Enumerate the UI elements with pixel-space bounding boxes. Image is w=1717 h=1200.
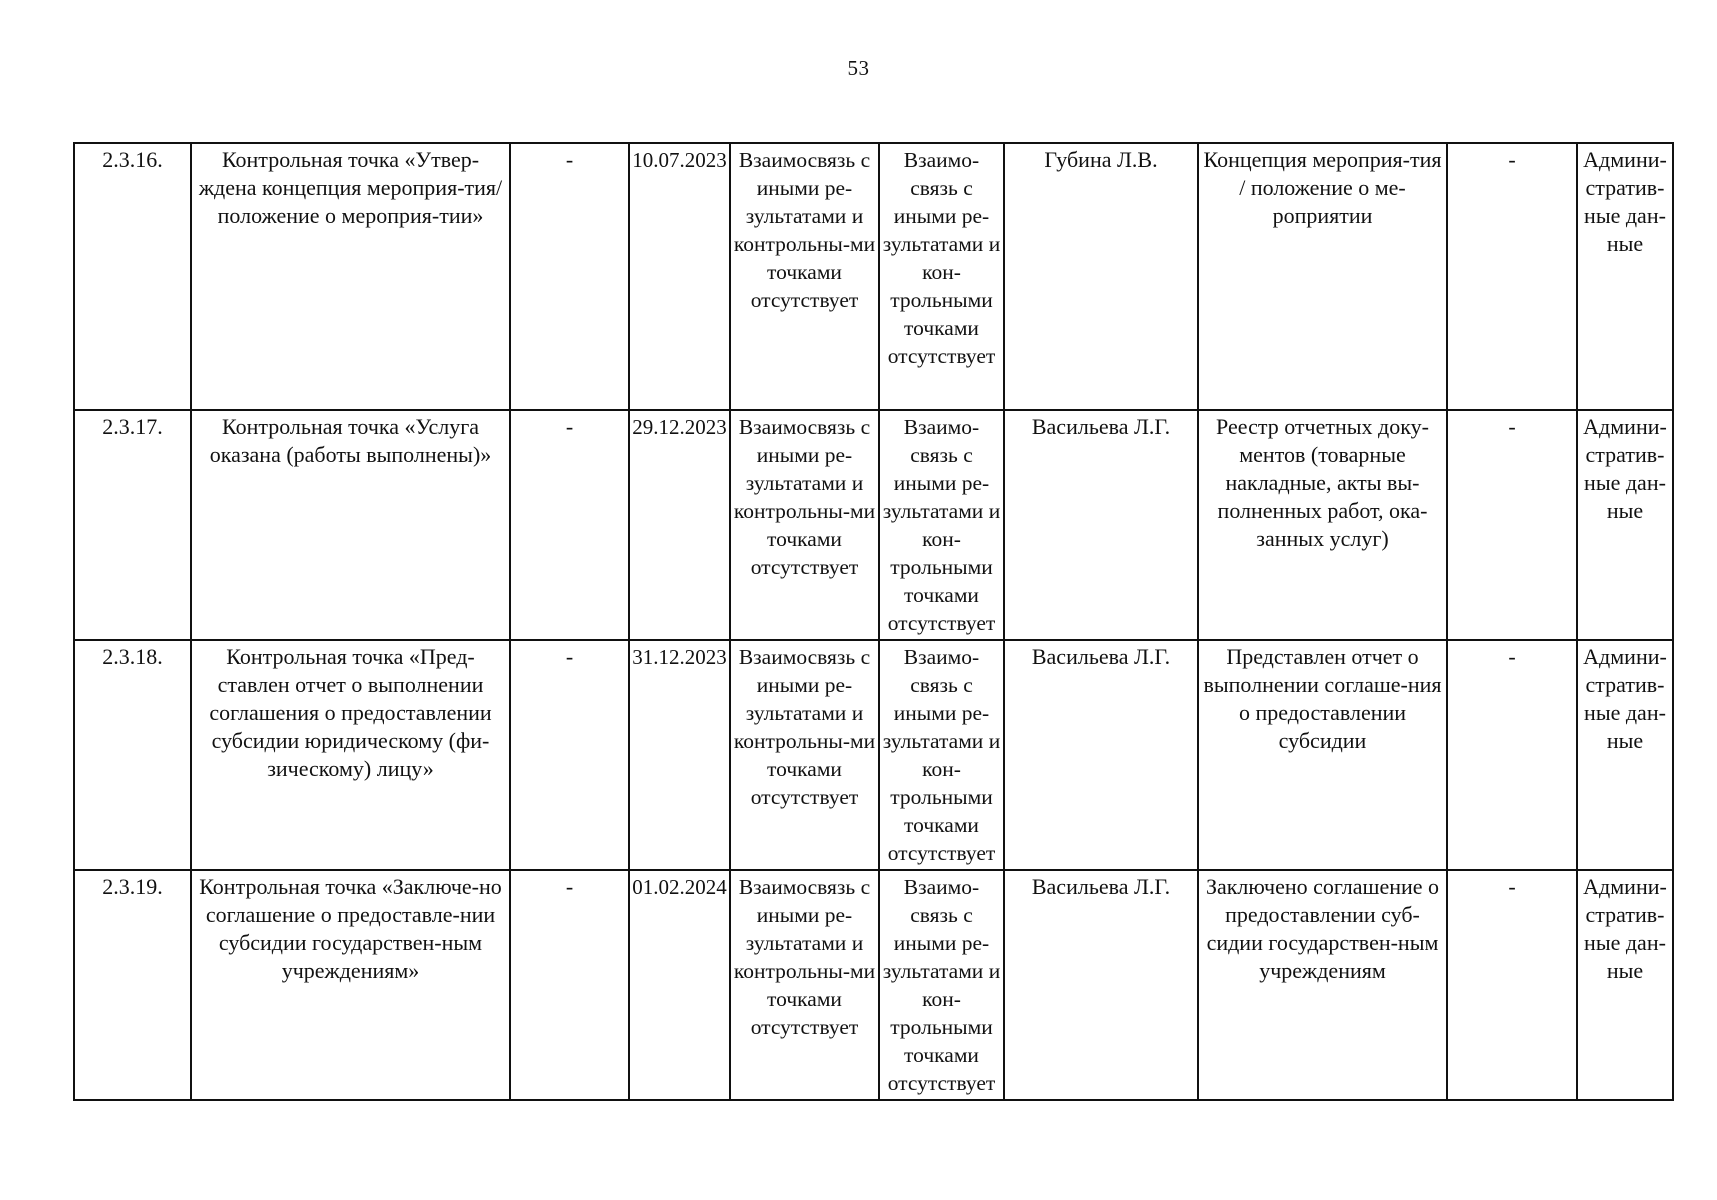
responsible-person: Васильева Л.Г. xyxy=(1004,870,1198,1100)
base-value: - xyxy=(510,410,629,640)
relation-cell: Взаимосвязь с иными ре-зультатами и контрольны-ми точками отсутствует xyxy=(730,870,879,1100)
due-date: 10.07.2023 xyxy=(629,143,730,410)
control-point-name: Контрольная точка «Услуга оказана (работы выполнены)» xyxy=(191,410,510,640)
document-type: Заключено соглашение о предоставлении суб-сидии государствен-ным учреждениям xyxy=(1198,870,1447,1100)
responsible-person: Васильева Л.Г. xyxy=(1004,410,1198,640)
data-source: Админи-стратив-ные дан-ные xyxy=(1577,410,1673,640)
control-points-table xyxy=(73,142,1674,1101)
data-source: Админи-стратив-ные дан-ные xyxy=(1577,143,1673,410)
control-point-name: Контрольная точка «Заключе-но соглашение о предоставле-нии субсидии государствен-ным учреждениям» xyxy=(191,870,510,1100)
document-type: Реестр отчетных доку-ментов (товарные накладные, акты вы-полненных работ, ока-занных услуг) xyxy=(1198,410,1447,640)
responsible-person: Губина Л.В. xyxy=(1004,143,1198,410)
data-source: Админи-стратив-ные дан-ные xyxy=(1577,640,1673,870)
relation-cell-2: Взаимо-связь с иными ре-зультатами и кон-трольными точками отсутствует xyxy=(879,410,1004,640)
base-value: - xyxy=(510,143,629,410)
document-type: Концепция мероприя-тия / положение о ме-роприятии xyxy=(1198,143,1447,410)
table-row xyxy=(74,870,1673,1100)
page-number: 53 xyxy=(847,56,870,80)
level-value: - xyxy=(1447,410,1577,640)
relation-cell-2: Взаимо-связь с иными ре-зультатами и кон-трольными точками отсутствует xyxy=(879,640,1004,870)
row-number: 2.3.19. xyxy=(74,870,191,1100)
row-number: 2.3.17. xyxy=(74,410,191,640)
table-row xyxy=(74,640,1673,870)
relation-cell-2: Взаимо-связь с иными ре-зультатами и кон-трольными точками отсутствует xyxy=(879,870,1004,1100)
due-date: 31.12.2023 xyxy=(629,640,730,870)
responsible-person: Васильева Л.Г. xyxy=(1004,640,1198,870)
relation-cell: Взаимосвязь с иными ре-зультатами и контрольны-ми точками отсутствует xyxy=(730,143,879,410)
row-number: 2.3.18. xyxy=(74,640,191,870)
control-point-name: Контрольная точка «Пред-ставлен отчет о выполнении соглашения о предоставлении субсидии юридическому (фи-зическому) лицу» xyxy=(191,640,510,870)
data-source: Админи-стратив-ные дан-ные xyxy=(1577,870,1673,1100)
table-row xyxy=(74,410,1673,640)
relation-cell: Взаимосвязь с иными ре-зультатами и контрольны-ми точками отсутствует xyxy=(730,410,879,640)
level-value: - xyxy=(1447,870,1577,1100)
document-type: Представлен отчет о выполнении соглаше-ния о предоставлении субсидии xyxy=(1198,640,1447,870)
row-number: 2.3.16. xyxy=(74,143,191,410)
control-point-name: Контрольная точка «Утвер-ждена концепция мероприя-тия/положение о мероприя-тии» xyxy=(191,143,510,410)
level-value: - xyxy=(1447,640,1577,870)
base-value: - xyxy=(510,870,629,1100)
due-date: 29.12.2023 xyxy=(629,410,730,640)
level-value: - xyxy=(1447,143,1577,410)
base-value: - xyxy=(510,640,629,870)
relation-cell: Взаимосвязь с иными ре-зультатами и контрольны-ми точками отсутствует xyxy=(730,640,879,870)
table-row xyxy=(74,143,1673,410)
due-date: 01.02.2024 xyxy=(629,870,730,1100)
relation-cell-2: Взаимо-связь с иными ре-зультатами и кон-трольными точками отсутствует xyxy=(879,143,1004,410)
